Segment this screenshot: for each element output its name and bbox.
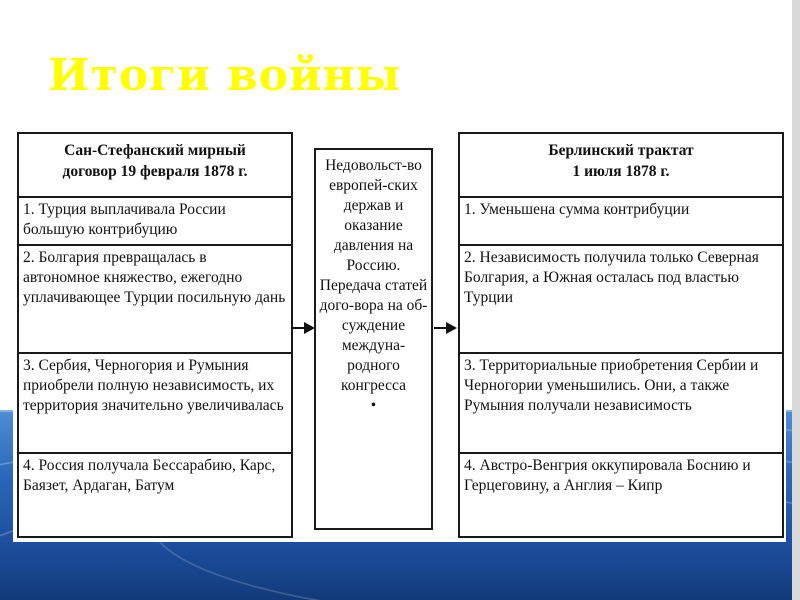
table-row: 3. Сербия, Черногория и Румыния приобрели полную независимость, их территория значительно увеличивалась [17, 354, 293, 454]
slide-title: Итоги войны [48, 50, 401, 101]
header-line: договор 19 февраля 1878 г. [62, 163, 248, 180]
header-line: Берлинский трактат [548, 142, 694, 159]
comparison-table [13, 132, 786, 542]
scrollbar-strip [792, 0, 800, 600]
table-row: 2. Независимость получила только Северная Болгария, а Южная осталась под властью Турции [458, 246, 784, 354]
bullet-mark: • [370, 397, 377, 414]
berlin-header [458, 132, 784, 198]
header-line: Сан-Стефанский мирный [64, 142, 246, 159]
berlin-column [458, 132, 784, 538]
congress-text: Недовольст-во европей-ских держав и оказание давления на Россию. Передача статей дого-вора на об-суждение междуна-родного конгресса [319, 157, 428, 394]
table-row: 3. Территориальные приобретения Сербии и Черногории уменьшились. Они, а также Румыния получали независимость [458, 354, 784, 454]
header-line: 1 июля 1878 г. [572, 163, 670, 180]
san-stefano-column [17, 132, 293, 538]
arrow-right-icon [292, 320, 316, 336]
san-stefano-header [17, 132, 293, 198]
table-row: 1. Уменьшена сумма контрибуции [458, 198, 784, 246]
table-row: 4. Австро-Венгрия оккупировала Боснию и Герцеговину, а Англия – Кипр [458, 454, 784, 538]
table-row: 4. Россия получала Бессарабию, Карс, Баязет, Ардаган, Батум [17, 454, 293, 538]
arrow-right-icon [434, 320, 458, 336]
table-row: 1. Турция выплачивала России большую контрибуцию [17, 198, 293, 246]
congress-box [314, 148, 433, 530]
table-row: 2. Болгария превращалась в автономное княжество, ежегодно уплачивающее Турции посильную дань [17, 246, 293, 354]
